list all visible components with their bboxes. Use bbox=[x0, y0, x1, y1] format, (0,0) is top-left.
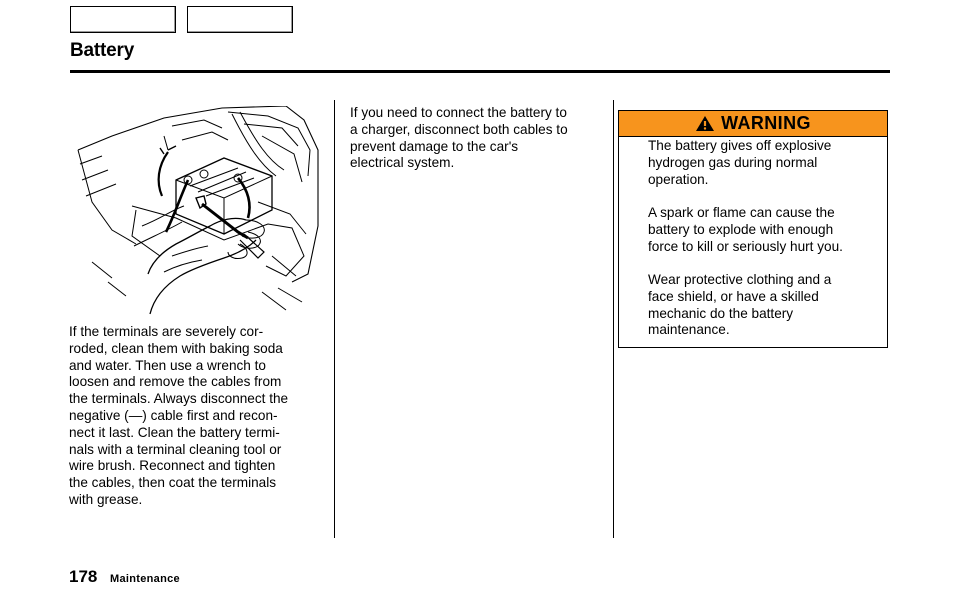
warning-triangle-icon bbox=[695, 115, 715, 132]
battery-terminal-cleaning-illustration bbox=[72, 106, 320, 318]
warning-header bbox=[619, 111, 887, 137]
warning-paragraph: A spark or flame can cause the battery to explode with enough force to kill or seriously hurt you. bbox=[648, 204, 843, 254]
battery-corrosion-instructions: If the terminals are severely cor- roded, clean them with baking soda and water. Then use a wrench to loosen and remove the cables from the terminals. Always disconnect the negative (—) cable first and recon- nect it last. Clean the battery termi- nals with a terminal cleaning tool or wire brush. Reconnect and tighten the cables, then coat the terminals with grease. bbox=[69, 324, 289, 507]
battery-charger-instructions: If you need to connect the battery to a charger, disconnect both cables to prevent damage to the car's electrical system. bbox=[350, 105, 568, 171]
column-divider bbox=[613, 100, 614, 538]
nav-button-next[interactable] bbox=[187, 6, 293, 33]
warning-label: WARNING bbox=[721, 113, 811, 133]
title-rule bbox=[70, 70, 890, 73]
warning-text bbox=[648, 138, 880, 356]
warning-paragraph: The battery gives off explosive hydrogen gas during normal operation. bbox=[648, 138, 832, 187]
column-divider bbox=[334, 100, 335, 538]
page-number: 178 bbox=[69, 567, 98, 586]
page-title: Battery bbox=[70, 40, 135, 61]
warning-box bbox=[618, 110, 888, 348]
nav-button-previous[interactable] bbox=[70, 6, 176, 33]
section-name: Maintenance bbox=[110, 573, 180, 585]
warning-paragraph: Wear protective clothing and a face shield, or have a skilled mechanic do the battery maintenance. bbox=[648, 271, 832, 338]
